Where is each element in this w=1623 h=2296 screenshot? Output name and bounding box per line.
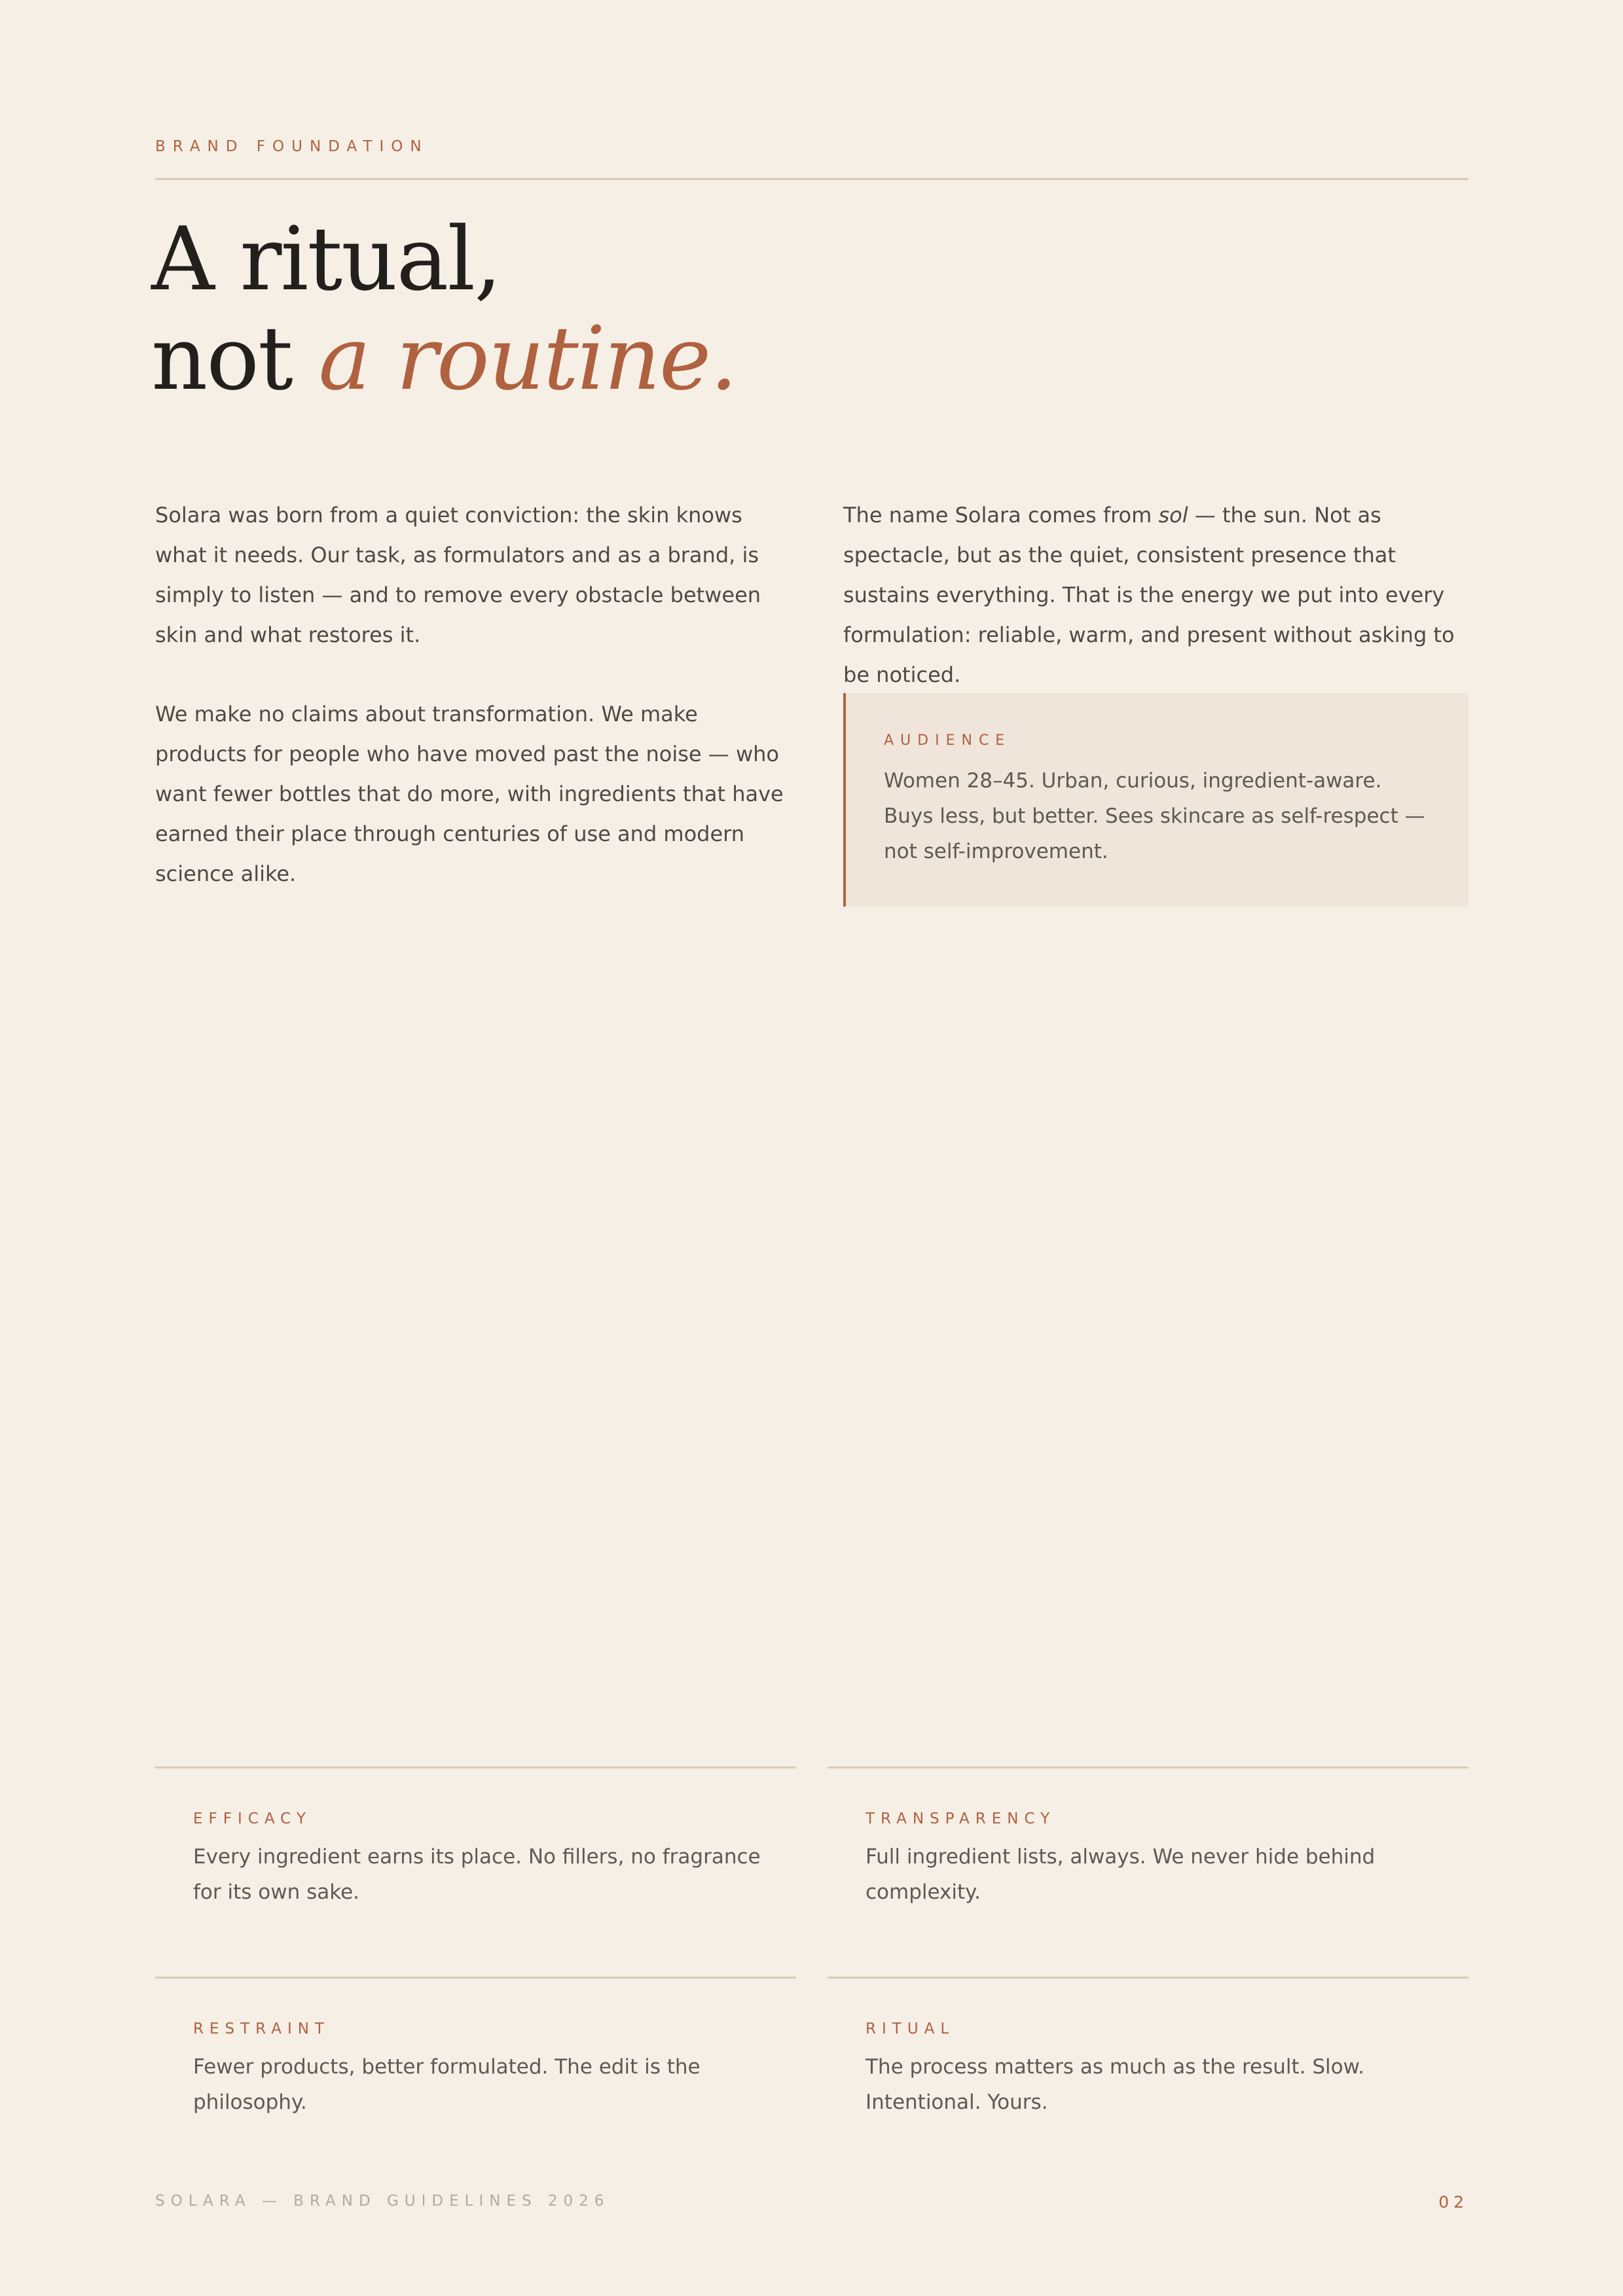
name-origin-before: The name Solara comes from [843, 503, 1159, 528]
value-card-ritual [828, 1977, 1468, 2173]
audience-callout [843, 693, 1468, 906]
name-origin-after: — the sun. Not as spectacle, but as the quiet, consistent presence that sustains everything. That is the energy we put into every formulation: reliable, warm, and present without asking to be noticed. [843, 503, 1455, 687]
value-description: The process matters as much as the result. Slow. Intentional. Yours. [866, 2055, 1364, 2114]
footer-page-number: 02 [1438, 2193, 1468, 2212]
top-divider [155, 178, 1468, 180]
value-card-efficacy [155, 1767, 796, 1963]
name-origin-paragraph [843, 495, 1468, 695]
value-divider [828, 1977, 1468, 1979]
value-label: RESTRAINT [193, 2020, 330, 2037]
value-description: Fewer products, better formulated. The edit is the philosophy. [193, 2055, 701, 2114]
value-description: Full ingredient lists, always. We never hide behind complexity. [866, 1845, 1376, 1904]
value-card-transparency [828, 1767, 1468, 1963]
name-origin-emphasis: sol [1158, 503, 1188, 528]
value-label: TRANSPARENCY [866, 1810, 1056, 1827]
value-divider [155, 1977, 796, 1979]
intro-paragraph-1: Solara was born from a quiet conviction: the skin knows what it needs. Our task, as formulators and as a brand, is simply to listen — and to remove every obstacle between skin and what restores it. [155, 503, 761, 647]
headline-line-2-plain: not [151, 308, 319, 410]
headline-line-2-accent: a routine. [318, 308, 737, 410]
intro-right-column [843, 495, 1468, 695]
value-description: Every ingredient earns its place. No fillers, no fragrance for its own sake. [193, 1845, 761, 1904]
brand-foundation-page [151, 0, 1468, 2296]
audience-label: AUDIENCE [884, 732, 1012, 749]
section-eyebrow: BRAND FOUNDATION [155, 138, 429, 155]
value-divider [828, 1767, 1468, 1768]
value-divider [155, 1767, 796, 1768]
value-label: RITUAL [866, 2020, 955, 2037]
headline-line-1: A ritual, [151, 208, 501, 310]
audience-text: Women 28–45. Urban, curious, ingredient-aware. Buys less, but better. Sees skincare as self-respect — not self-improvement. [884, 769, 1425, 863]
footer-document-title: SOLARA — BRAND GUIDELINES 2026 [155, 2193, 610, 2210]
page-headline [151, 209, 737, 408]
value-card-restraint [155, 1977, 796, 2173]
intro-paragraph-2: We make no claims about transformation. We make products for people who have moved past the noise — who want fewer bottles that do more, with ingredients that have earned their place through centuries of use and modern science alike. [155, 702, 784, 886]
intro-left-column [155, 495, 784, 894]
value-label: EFFICACY [193, 1810, 312, 1827]
